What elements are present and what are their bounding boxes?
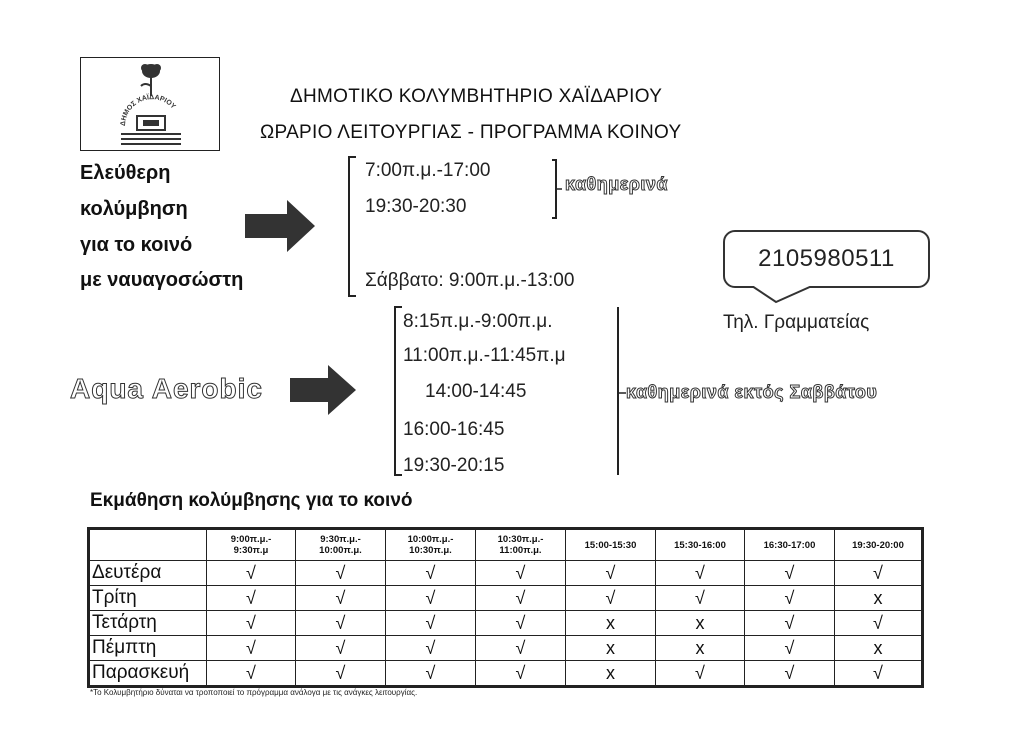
table-cell: √ bbox=[296, 586, 386, 611]
free-swim-label-line-1: Ελεύθερη bbox=[80, 162, 171, 184]
aqua-time-4: 16:00-16:45 bbox=[403, 419, 505, 440]
column-header: 16:30-17:00 bbox=[745, 529, 835, 561]
table-cell: √ bbox=[296, 636, 386, 661]
arrow-right-icon bbox=[245, 200, 317, 252]
right-bracket bbox=[540, 158, 564, 220]
day-label: Πέμπτη bbox=[89, 636, 207, 661]
svg-text:ΔΗΜΟΣ ΧΑΪΔΑΡΙΟΥ: ΔΗΜΟΣ ΧΑΪΔΑΡΙΟΥ bbox=[119, 94, 177, 127]
municipality-emblem-icon bbox=[81, 58, 219, 150]
table-cell: √ bbox=[835, 611, 923, 636]
table-cell: √ bbox=[566, 561, 656, 586]
column-header: 9:30π.μ.- 10:00π.μ. bbox=[296, 529, 386, 561]
table-cell: √ bbox=[476, 586, 566, 611]
table-row bbox=[89, 561, 923, 586]
day-label: Δευτέρα bbox=[89, 561, 207, 586]
column-header: 10:30π.μ.- 11:00π.μ. bbox=[476, 529, 566, 561]
table-cell: √ bbox=[207, 611, 296, 636]
table-cell: √ bbox=[296, 661, 386, 687]
table-cell: √ bbox=[745, 586, 835, 611]
table-row bbox=[89, 586, 923, 611]
table-cell: √ bbox=[476, 611, 566, 636]
table-cell: x bbox=[566, 661, 656, 687]
aqua-time-1: 8:15π.μ.-9:00π.μ. bbox=[403, 311, 553, 332]
table-cell: √ bbox=[476, 661, 566, 687]
lessons-table bbox=[87, 527, 924, 688]
free-swim-frequency: καθημερινά bbox=[565, 174, 668, 194]
table-row bbox=[89, 636, 923, 661]
aqua-time-2: 11:00π.μ.-11:45π.μ bbox=[403, 345, 566, 366]
table-cell: x bbox=[656, 636, 745, 661]
header-corner bbox=[89, 529, 207, 561]
table-cell: x bbox=[566, 636, 656, 661]
arrow-right-icon bbox=[290, 365, 358, 415]
table-cell: √ bbox=[476, 636, 566, 661]
day-label: Τρίτη bbox=[89, 586, 207, 611]
table-cell: √ bbox=[207, 636, 296, 661]
page-subtitle: ΩΡΑΡΙΟ ΛΕΙΤΟΥΡΓΙΑΣ - ΠΡΟΓΡΑΜΜΑ ΚΟΙΝΟΥ bbox=[260, 122, 682, 143]
table-cell: √ bbox=[386, 561, 476, 586]
aqua-frequency: καθημερινά εκτός Σαββάτου bbox=[626, 382, 878, 402]
column-header: 19:30-20:00 bbox=[835, 529, 923, 561]
free-swim-time-1: 7:00π.μ.-17:00 bbox=[365, 160, 491, 181]
table-cell: x bbox=[835, 586, 923, 611]
table-cell: √ bbox=[745, 611, 835, 636]
column-header: 10:00π.μ.- 10:30π.μ. bbox=[386, 529, 476, 561]
free-swim-label-line-3: για το κοινό bbox=[80, 234, 193, 256]
table-cell: √ bbox=[656, 561, 745, 586]
table-cell: √ bbox=[835, 561, 923, 586]
table-cell: √ bbox=[207, 586, 296, 611]
table-cell: x bbox=[566, 611, 656, 636]
table-cell: √ bbox=[296, 611, 386, 636]
table-cell: x bbox=[656, 611, 745, 636]
free-swim-time-2: 19:30-20:30 bbox=[365, 196, 467, 217]
free-swim-label-line-4: με ναυαγοσώστη bbox=[80, 269, 244, 291]
table-cell: √ bbox=[745, 636, 835, 661]
table-cell: √ bbox=[745, 661, 835, 687]
table-cell: √ bbox=[656, 661, 745, 687]
table-cell: √ bbox=[835, 661, 923, 687]
phone-number: 2105980511 bbox=[723, 230, 930, 288]
table-cell: √ bbox=[386, 636, 476, 661]
table-row bbox=[89, 611, 923, 636]
table-cell: x bbox=[835, 636, 923, 661]
column-header: 15:00-15:30 bbox=[566, 529, 656, 561]
table-cell: √ bbox=[386, 586, 476, 611]
table-cell: √ bbox=[296, 561, 386, 586]
table-cell: √ bbox=[386, 661, 476, 687]
free-swim-label-line-2: κολύμβηση bbox=[80, 198, 188, 220]
table-cell: √ bbox=[207, 561, 296, 586]
table-header-row bbox=[89, 529, 923, 561]
table-cell: √ bbox=[745, 561, 835, 586]
page-title: ΔΗΜΟΤΙΚΟ ΚΟΛΥΜΒΗΤΗΡΙΟ ΧΑΪΔΑΡΙΟΥ bbox=[290, 86, 663, 107]
day-label: Παρασκευή bbox=[89, 661, 207, 687]
left-bracket bbox=[346, 155, 358, 298]
aqua-time-5: 19:30-20:15 bbox=[403, 455, 505, 476]
table-cell: √ bbox=[476, 561, 566, 586]
aqua-aerobic-label: Aqua Aerobic bbox=[70, 373, 263, 404]
table-cell: √ bbox=[656, 586, 745, 611]
footnote: *Το Κολυμβητήριο δύναται να τροποποιεί το πρόγραμμα ανάλογα με τις ανάγκες λειτουργίας. bbox=[90, 688, 418, 697]
table-row bbox=[89, 661, 923, 687]
day-label: Τετάρτη bbox=[89, 611, 207, 636]
logo bbox=[80, 57, 220, 151]
lessons-title: Εκμάθηση κολύμβησης για το κοινό bbox=[90, 490, 413, 511]
table-cell: √ bbox=[207, 661, 296, 687]
column-header: 15:30-16:00 bbox=[656, 529, 745, 561]
saturday-hours: Σάββατο: 9:00π.μ.-13:00 bbox=[365, 270, 575, 291]
phone-label: Τηλ. Γραμματείας bbox=[723, 312, 870, 333]
table-cell: √ bbox=[566, 586, 656, 611]
callout-tail bbox=[750, 286, 820, 306]
column-header: 9:00π.μ.- 9:30π.μ bbox=[207, 529, 296, 561]
table-cell: √ bbox=[386, 611, 476, 636]
aqua-time-3: 14:00-14:45 bbox=[425, 381, 527, 402]
